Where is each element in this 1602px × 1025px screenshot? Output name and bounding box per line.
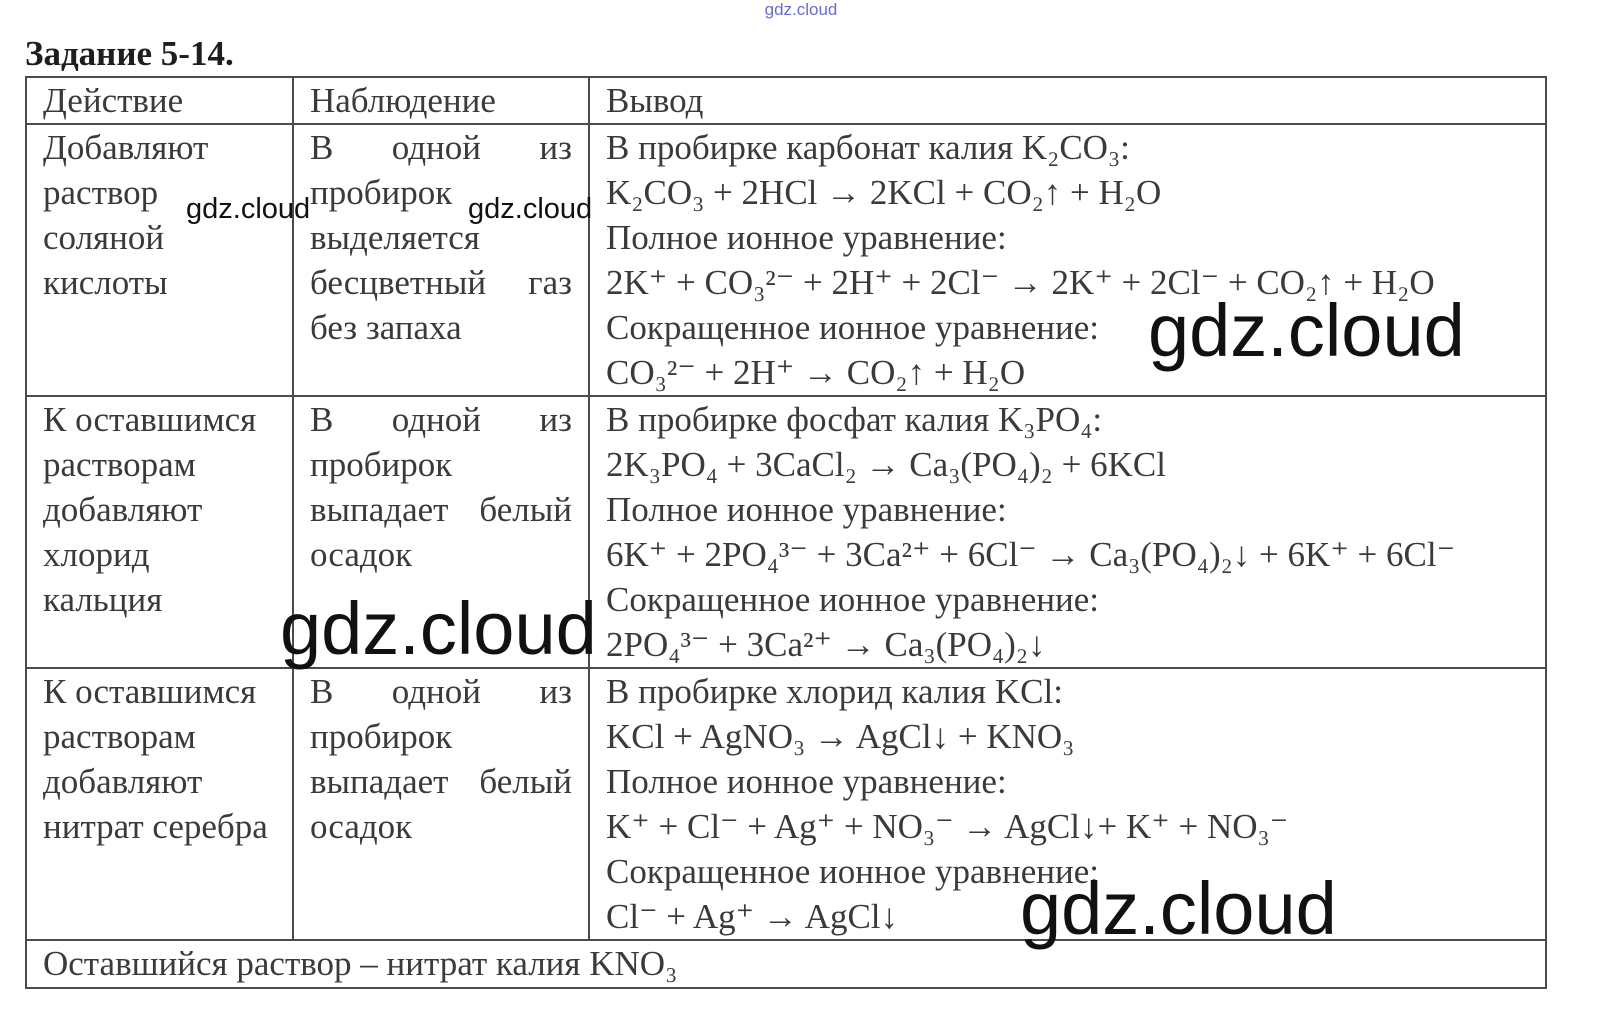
watermark: gdz.cloud bbox=[186, 193, 311, 225]
observation-cell: В одной из пробирок выделяется бесцветный газ без запаха bbox=[293, 124, 589, 396]
short-ionic-equation: Cl⁻ + Ag⁺ → AgCl↓ bbox=[606, 897, 899, 936]
short-ionic-equation: CO₃²⁻ + 2H⁺ → CO₂↑ + H₂O bbox=[606, 353, 1026, 392]
full-ionic-equation: 2K⁺ + CO₃²⁻ + 2H⁺ + 2Cl⁻ → 2K⁺ + 2Cl⁻ + CO₂↑ + H₂O bbox=[606, 263, 1435, 302]
site-watermark-top: gdz.cloud bbox=[764, 0, 838, 19]
molecular-equation: 2K₃PO₄ + 3CaCl₂ → Ca₃(PO₄)₂ + 6KCl bbox=[606, 445, 1166, 484]
watermark: gdz.cloud bbox=[468, 193, 593, 225]
observation-cell: В одной из пробирок выпадает белый осадок bbox=[293, 396, 589, 668]
header-observation: Наблюдение bbox=[293, 77, 589, 124]
full-ionic-label: Полное ионное уравнение: bbox=[606, 762, 1007, 801]
header-conclusion: Вывод bbox=[589, 77, 1546, 124]
short-ionic-label: Сокращенное ионное уравнение: bbox=[606, 308, 1099, 347]
molecular-equation: KCl + AgNO₃ → AgCl↓ + KNO₃ bbox=[606, 717, 1075, 756]
conclusion-substance: В пробирке хлорид калия KCl: bbox=[606, 672, 1063, 711]
footer-cell: Оставшийся раствор – нитрат калия KNO₃ bbox=[26, 940, 1546, 988]
watermark: gdz.cloud bbox=[280, 587, 597, 670]
watermark: gdz.cloud bbox=[1148, 289, 1465, 372]
conclusion-cell bbox=[589, 396, 1546, 668]
table-row bbox=[26, 396, 1546, 668]
full-ionic-label: Полное ионное уравнение: bbox=[606, 218, 1007, 257]
conclusion-substance: В пробирке фосфат калия K₃PO₄: bbox=[606, 400, 1103, 439]
short-ionic-label: Сокращенное ионное уравнение: bbox=[606, 580, 1099, 619]
full-ionic-equation: 6K⁺ + 2PO₄³⁻ + 3Ca²⁺ + 6Cl⁻ → Ca₃(PO₄)₂↓ + 6K⁺ + 6Cl⁻ bbox=[606, 535, 1456, 574]
observation-cell: В одной из пробирок выпадает белый осадок bbox=[293, 668, 589, 940]
header-action: Действие bbox=[26, 77, 293, 124]
action-cell: Добавляют раствор соляной кислоты bbox=[26, 124, 293, 396]
short-ionic-label: Сокращенное ионное уравнение: bbox=[606, 852, 1099, 891]
watermark: gdz.cloud bbox=[1020, 867, 1337, 950]
molecular-equation: K₂CO₃ + 2HCl → 2KCl + CO₂↑ + H₂O bbox=[606, 173, 1162, 212]
action-cell: К оставшимся растворам добавляют нитрат серебра bbox=[26, 668, 293, 940]
short-ionic-equation: 2PO₄³⁻ + 3Ca²⁺ → Ca₃(PO₄)₂↓ bbox=[606, 625, 1046, 664]
full-ionic-label: Полное ионное уравнение: bbox=[606, 490, 1007, 529]
task-title: Задание 5-14. bbox=[25, 34, 234, 73]
full-ionic-equation: K⁺ + Cl⁻ + Ag⁺ + NO₃⁻ → AgCl↓+ K⁺ + NO₃⁻ bbox=[606, 807, 1289, 846]
table-header-row bbox=[26, 77, 1546, 124]
action-cell: К оставшимся растворам добавляют хлорид кальция bbox=[26, 396, 293, 668]
conclusion-substance: В пробирке карбонат калия K₂CO₃: bbox=[606, 128, 1130, 167]
